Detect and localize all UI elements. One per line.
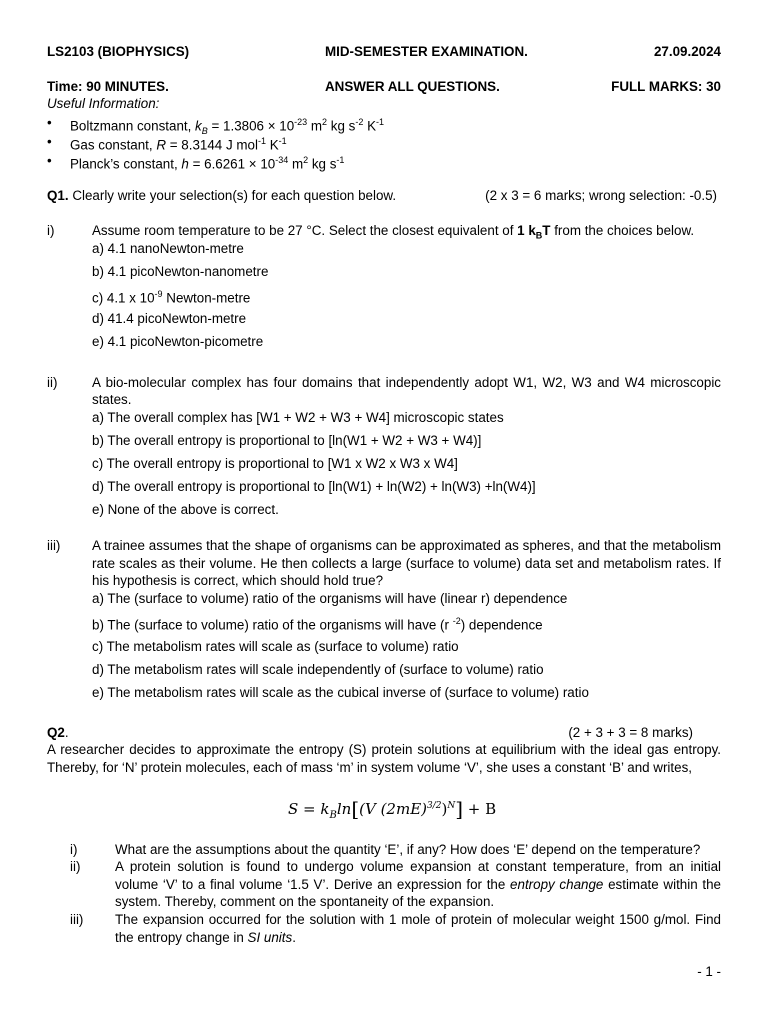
q2-ii-number: ii) [70, 859, 81, 874]
q1-i-number: i) [47, 223, 55, 238]
q2-i-number: i) [70, 842, 78, 857]
q1-marks: (2 x 3 = 6 marks; wrong selection: -0.5) [485, 188, 717, 203]
q1-ii-option-b: b) The overall entropy is proportional to [ln(W1 + W2 + W3 + W4)] [92, 433, 482, 448]
q1-ii-option-d: d) The overall entropy is proportional to [ln(W1) + ln(W2) + ln(W3) +ln(W4)] [92, 479, 536, 494]
q1-i-option-e: e) 4.1 picoNewton-picometre [92, 334, 264, 349]
q1-ii-number: ii) [47, 375, 58, 390]
q1-i-stem: Assume room temperature to be 27 °C. Select the closest equivalent of 1 $k_BT$ from the choices below. [92, 223, 695, 241]
q1-heading: Q1. Clearly write your selection(s) for each question below. [47, 188, 397, 203]
planck-line: • Planck’s constant, $h = 6.6261 \times 10^{-34}$ $m^2$ kg $s^{-1}$ [47, 153, 345, 172]
exam-date: 27.09.2024 [653, 44, 721, 59]
exam-title: MID-SEMESTER EXAMINATION. [325, 44, 528, 59]
q1-i-option-a: a) 4.1 nanoNewton-metre [92, 241, 244, 256]
q2-marks: (2 + 3 + 3 = 8 marks) [568, 725, 693, 740]
q2-heading: Q2. [47, 725, 69, 740]
bullet-icon: • [47, 115, 52, 130]
q2-iii-number: iii) [70, 912, 84, 927]
gas-constant-line: • Gas constant, R = 8.3144 J mol$^{-1}$ $K^{-1}$ [47, 134, 287, 153]
entropy-equation: $S = k_B\ln[(V$ $(2mE)^{3/2})^N] + B$ [288, 797, 497, 821]
q2-iii-text: The expansion occurred for the solution with 1 mole of protein of molecular weight 1500 g/mol. Find the entropy change in SI units. [115, 912, 721, 945]
q1-iii-option-d: d) The metabolism rates will scale independently of (surface to volume) ratio [92, 662, 544, 677]
exam-time: Time: 90 MINUTES. [47, 79, 169, 94]
q1-iii-option-e: e) The metabolism rates will scale as the cubical inverse of (surface to volume) ratio [92, 685, 589, 700]
q1-iii-option-c: c) The metabolism rates will scale as (surface to volume) ratio [92, 639, 459, 654]
boltzmann-line: • Boltzmann constant, $k_B = 1.3806 \times 10^{-23}$ $m^2$ kg $s^{-2}$ $K^{-1}$ [47, 115, 385, 137]
full-marks: FULL MARKS: 30 [611, 79, 721, 94]
q1-ii-option-c: c) The overall entropy is proportional to [W1 x W2 x W3 x W4] [92, 456, 458, 471]
q1-i-option-d: d) 41.4 picoNewton-metre [92, 311, 247, 326]
q1-iii-option-a: a) The (surface to volume) ratio of the organisms will have (linear r) dependence [92, 591, 568, 606]
page-number: - 1 - [697, 964, 721, 979]
q2-i-text: What are the assumptions about the quantity ‘E’, if any? How does ‘E’ depend on the temperature? [115, 842, 701, 857]
bullet-icon: • [47, 134, 52, 149]
q2-ii-text: A protein solution is found to undergo volume expansion at constant temperature, from an initial volume ‘V’ to a final volume ‘1.5 V’. Derive an expression for the entropy change estimate within the system. Thereby, comment on the spontaneity of the expansion. [115, 859, 721, 909]
q1-iii-option-b: b) The (surface to volume) ratio of the organisms will have (r $^{-2}$) dependence [92, 616, 543, 633]
q1-iii-stem: A trainee assumes that the shape of organisms can be approximated as spheres, and that the metabolism rate scales as their volume. He then collects a large (surface to volume) data set and metabolism rates. If his hypothesis is correct, which should hold true? [92, 538, 721, 588]
q1-i-option-c: c) 4.1 x $10^{-9}$ Newton-metre [92, 289, 251, 306]
q2-intro: A researcher decides to approximate the entropy (S) protein solutions at equilibrium with the ideal gas entropy. Thereby, for ‘N’ protein molecules, each of mass ‘m’ in system volume ‘V’, she uses a constant ‘B’ and writes, [47, 742, 721, 775]
useful-info-title: Useful Information: [47, 96, 160, 111]
q1-ii-option-e: e) None of the above is correct. [92, 502, 279, 517]
exam-instruction: ANSWER ALL QUESTIONS. [325, 79, 500, 94]
bullet-icon: • [47, 153, 52, 168]
q1-ii-option-a: a) The overall complex has [W1 + W2 + W3 + W4] microscopic states [92, 410, 504, 425]
q1-ii-stem: A bio-molecular complex has four domains that independently adopt W1, W2, W3 and W4 microscopic states. [92, 375, 721, 407]
q1-i-option-b: b) 4.1 picoNewton-nanometre [92, 264, 269, 279]
q1-iii-number: iii) [47, 538, 61, 553]
course-code: LS2103 (BIOPHYSICS) [47, 44, 190, 59]
